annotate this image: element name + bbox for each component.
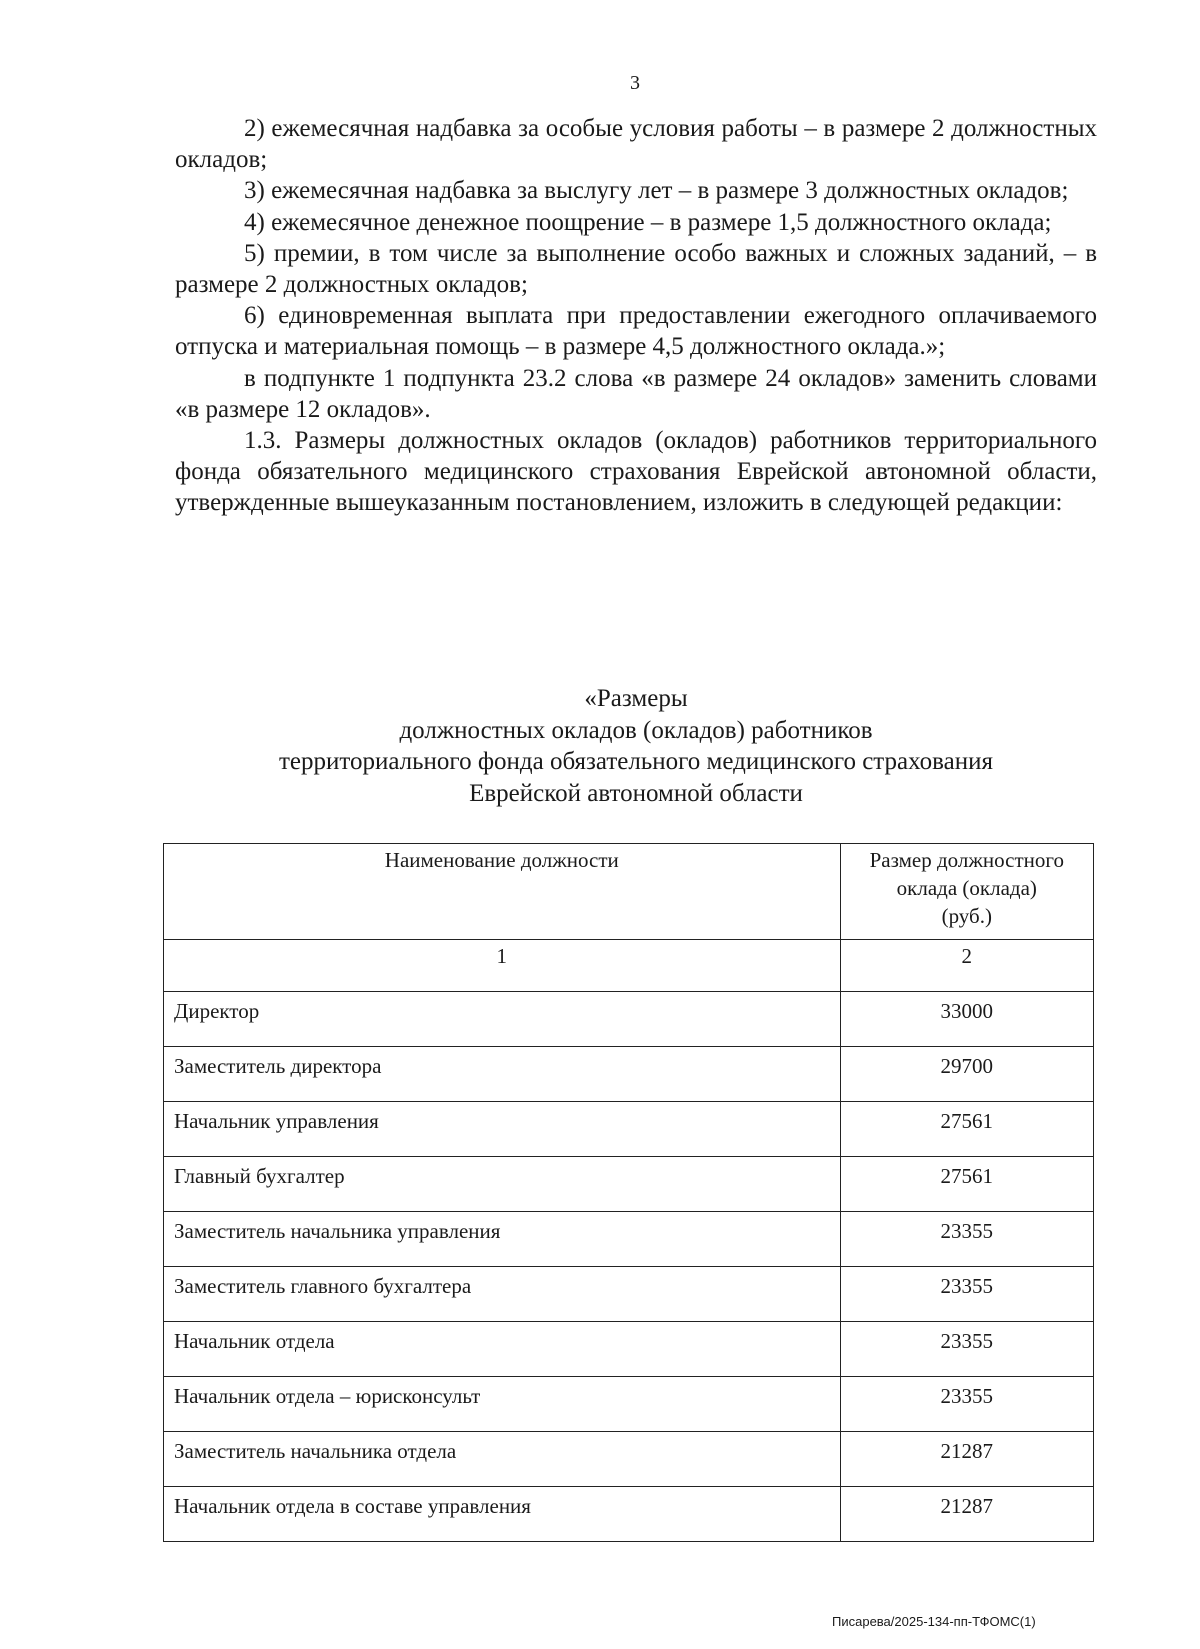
paragraph-subpoint-amendment: в подпункте 1 подпункта 23.2 слова «в размере 24 окладов» заменить словами «в размере 12 окладов». (175, 364, 1097, 423)
salary-table (163, 843, 1094, 1542)
position-cell: Начальник управления (164, 1102, 841, 1157)
table-title-line: должностных окладов (окладов) работников (399, 716, 873, 744)
page-number: 3 (630, 72, 640, 94)
table-title-line: территориального фонда обязательного медицинского страхования (278, 748, 994, 775)
header-salary-line: оклада (оклада) (896, 876, 1037, 900)
salary-cell: 23355 (840, 1322, 1093, 1377)
column-number-row (164, 940, 1094, 992)
header-position: Наименование должности (164, 844, 841, 940)
salary-cell: 23355 (840, 1212, 1093, 1267)
salary-cell: 23355 (840, 1377, 1093, 1432)
paragraph-section-1-3: 1.3. Размеры должностных окладов (окладов) работников территориального фонда обязательного медицинского страхования Еврейской автономной области, утвержденные вышеуказанным постановлением, изложить в следующей редакции: (175, 427, 1097, 517)
header-salary-line: Размер должностного (869, 848, 1064, 872)
paragraph-premiums: 5) премии, в том числе за выполнение особо важных и сложных заданий, – в размере 2 должностных окладов; (175, 239, 1097, 299)
salary-cell: 33000 (840, 992, 1093, 1047)
position-cell: Начальник отдела в составе управления (164, 1487, 841, 1542)
table-row (164, 1212, 1094, 1267)
table-title (175, 683, 1097, 809)
salary-cell: 27561 (840, 1102, 1093, 1157)
paragraph-monetary-incentive: 4) ежемесячное денежное поощрение – в размере 1,5 должностного оклада; (244, 208, 1052, 236)
column-number-1: 1 (164, 940, 841, 992)
table-row (164, 1487, 1094, 1542)
table-header-row (164, 844, 1094, 940)
paragraph-one-time-payment: 6) единовременная выплата при предоставлении ежегодного оплачиваемого отпуска и материальная помощь – в размере 4,5 должностного оклада.»; (175, 302, 1097, 361)
paragraph-bonus-seniority: 3) ежемесячная надбавка за выслугу лет – в размере 3 должностных окладов; (244, 177, 1069, 205)
salary-cell: 23355 (840, 1267, 1093, 1322)
table-row (164, 1102, 1094, 1157)
position-cell: Заместитель начальника управления (164, 1212, 841, 1267)
header-salary (840, 844, 1093, 940)
table-title-line: «Размеры (584, 685, 688, 712)
table-row (164, 1377, 1094, 1432)
salary-cell: 21287 (840, 1487, 1093, 1542)
table-title-line: Еврейской автономной области (469, 779, 803, 807)
table-row (164, 1432, 1094, 1487)
table-row (164, 1267, 1094, 1322)
salary-cell: 27561 (840, 1157, 1093, 1212)
table-row (164, 1157, 1094, 1212)
position-cell: Начальник отдела – юрисконсульт (164, 1377, 841, 1432)
position-cell: Директор (164, 992, 841, 1047)
salary-cell: 29700 (840, 1047, 1093, 1102)
body-text (175, 113, 1097, 519)
table-row (164, 1047, 1094, 1102)
salary-cell: 21287 (840, 1432, 1093, 1487)
table-row (164, 992, 1094, 1047)
position-cell: Начальник отдела (164, 1322, 841, 1377)
table-row (164, 1322, 1094, 1377)
position-cell: Заместитель главного бухгалтера (164, 1267, 841, 1322)
position-cell: Заместитель начальника отдела (164, 1432, 841, 1487)
position-cell: Главный бухгалтер (164, 1157, 841, 1212)
paragraph-bonus-special-conditions: 2) ежемесячная надбавка за особые условия работы – в размере 2 должностных окладов; (175, 115, 1097, 174)
column-number-2: 2 (840, 940, 1093, 992)
header-salary-line: (руб.) (941, 904, 992, 928)
position-cell: Заместитель директора (164, 1047, 841, 1102)
document-footer-code: Писарева/2025-134-пп-ТФОМС(1) (832, 1614, 1036, 1629)
